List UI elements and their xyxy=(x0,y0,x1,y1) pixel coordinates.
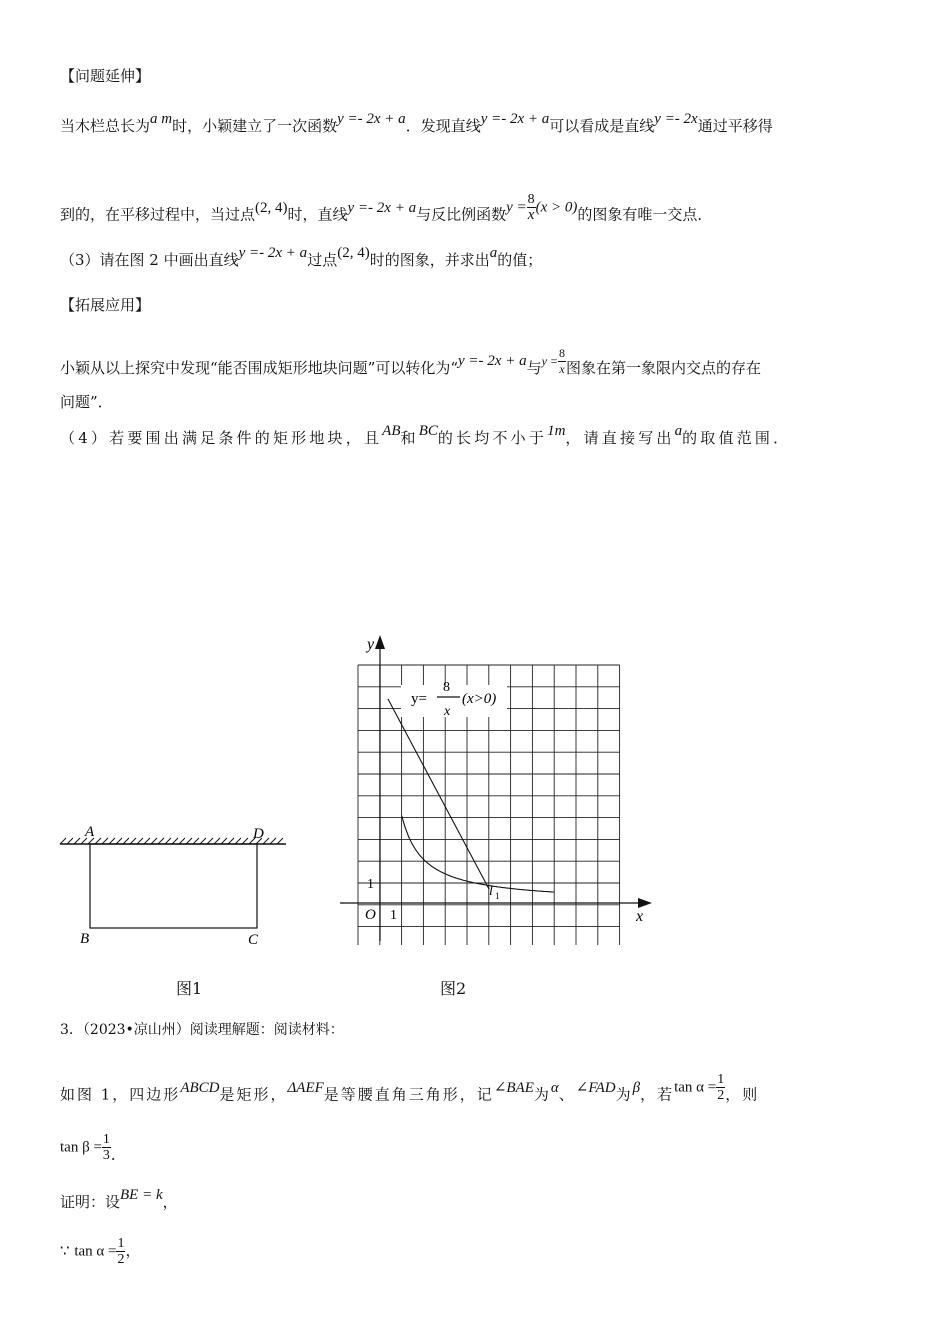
because-symbol: ∵ xyxy=(60,1241,70,1260)
math-be-k: BE = k xyxy=(120,1187,163,1203)
math-a: a xyxy=(674,423,683,439)
section-title-application: 【拓展应用】 xyxy=(60,296,151,314)
line-l1 xyxy=(388,699,489,889)
line-label-sub: 1 xyxy=(495,891,500,901)
text: ． xyxy=(110,1145,126,1164)
paragraph-2 xyxy=(60,192,713,231)
math-line-eq: y =- 2x + a xyxy=(238,245,308,261)
text: 过点 xyxy=(307,251,338,269)
text: 的长均不小于 xyxy=(437,429,548,447)
math-a: a xyxy=(489,245,498,261)
text: （4）若要围出满足条件的矩形地块，且 xyxy=(60,429,383,447)
math-inverse-func xyxy=(542,346,566,377)
fraction xyxy=(558,346,566,377)
text: 时的图象，并求出 xyxy=(369,251,490,269)
numerator: 8 xyxy=(527,192,535,207)
text: 的图象有唯一交点． xyxy=(577,205,713,224)
text: 、 xyxy=(558,1085,576,1104)
fraction xyxy=(716,1072,725,1103)
text: 与反比例函数 xyxy=(416,205,507,224)
denominator: 3 xyxy=(102,1148,110,1163)
text: 当木栏总长为 xyxy=(60,117,151,135)
fraction xyxy=(102,1132,111,1163)
math-bc: BC xyxy=(418,423,438,439)
text: ， xyxy=(125,1241,141,1260)
figure-1-caption: 图1 xyxy=(176,979,203,998)
text: 和 xyxy=(400,429,419,447)
paragraph-3-end: 问题”． xyxy=(60,393,113,411)
text: ， xyxy=(162,1193,178,1211)
problem-3-header: 3．（2023•凉山州）阅读理解题：阅读材料： xyxy=(60,1022,344,1038)
numerator: 1 xyxy=(117,1236,125,1251)
math-text: y = xyxy=(506,199,527,216)
proof-line-2 xyxy=(60,1236,141,1267)
x-axis-arrow xyxy=(638,898,652,908)
fraction xyxy=(527,192,536,223)
denominator: x xyxy=(527,207,535,223)
denominator: 2 xyxy=(717,1088,725,1103)
text: 与 xyxy=(526,359,542,377)
tick-x-1: 1 xyxy=(390,908,397,923)
math-text: tan α = xyxy=(674,1079,717,1096)
figure-2-caption: 图2 xyxy=(440,979,467,998)
math-alpha: α xyxy=(550,1079,559,1096)
denominator: x xyxy=(559,362,565,376)
paragraph-5 xyxy=(60,1132,126,1171)
math-inverse-func xyxy=(506,192,577,223)
math-line-eq: y =- 2x + a xyxy=(337,111,406,127)
label-b: B xyxy=(80,931,90,947)
text: （3）请在图 2 中画出直线 xyxy=(60,251,239,269)
text: 是矩形， xyxy=(219,1085,288,1104)
math-text: y = xyxy=(541,354,559,368)
line-label: l xyxy=(489,884,493,899)
text: 为 xyxy=(615,1085,633,1104)
label-a: A xyxy=(85,824,95,840)
tick-y-1: 1 xyxy=(367,877,374,892)
paragraph-3 xyxy=(60,346,762,385)
numerator: 1 xyxy=(102,1132,110,1147)
math-tan-alpha xyxy=(74,1236,125,1267)
text: ．发现直线 xyxy=(405,117,481,135)
math-1m: 1m xyxy=(547,423,566,439)
math-line-eq: y =- 2x + a xyxy=(458,353,527,369)
curve-label-right: (x>0) xyxy=(462,691,497,707)
section-title-extension: 【问题延伸】 xyxy=(60,67,151,85)
numerator: 8 xyxy=(559,346,566,360)
text: 时，直线 xyxy=(287,205,348,224)
math-point: (2, 4) xyxy=(255,199,288,216)
paragraph-1 xyxy=(60,111,773,137)
denominator: 2 xyxy=(117,1252,125,1267)
curve-label-num: 8 xyxy=(443,680,450,695)
inverse-curve xyxy=(402,816,555,892)
curve-label-den: x xyxy=(444,704,451,719)
text: 小颖从以上探究中发现“能否围成矩形地块问题”可以转化为“ xyxy=(60,359,459,377)
math-text: (x > 0) xyxy=(535,199,578,216)
text: 可以看成是直线 xyxy=(549,117,655,135)
text: 证明：设 xyxy=(60,1193,121,1211)
x-axis-label: x xyxy=(636,908,644,925)
numerator: 1 xyxy=(717,1072,725,1087)
math-a-m: a m xyxy=(150,111,173,127)
text: 图象在第一象限内交点的存在 xyxy=(566,359,762,377)
math-aef: ΔAEF xyxy=(287,1079,324,1096)
label-c: C xyxy=(248,932,259,948)
math-abcd: ABCD xyxy=(180,1079,220,1096)
figure-1-rectangle xyxy=(50,815,300,955)
rectangle-abcd xyxy=(90,844,257,928)
figure-2-graph xyxy=(330,625,660,945)
text: 的取值范围． xyxy=(682,429,792,447)
paragraph-4 xyxy=(60,1072,760,1111)
label-d: D xyxy=(253,826,264,842)
text: ，若 xyxy=(640,1085,675,1104)
math-line-eq: y =- 2x xyxy=(654,111,698,127)
text: 是等腰直角三角形，记 xyxy=(323,1085,494,1104)
text: ，则 xyxy=(725,1085,760,1104)
math-tan-alpha xyxy=(674,1072,725,1103)
question-3 xyxy=(60,245,543,271)
text: 为 xyxy=(533,1085,551,1104)
question-4 xyxy=(60,423,792,449)
proof-line-1 xyxy=(60,1187,178,1213)
text: 时，小颖建立了一次函数 xyxy=(172,117,338,135)
math-text: tan β = xyxy=(60,1139,102,1156)
origin-label: O xyxy=(365,907,376,923)
text: 的值； xyxy=(497,251,543,269)
math-beta: β xyxy=(632,1079,641,1096)
y-axis-label: y xyxy=(367,636,375,653)
math-point: (2, 4) xyxy=(337,245,370,261)
math-angle-bae: ∠BAE xyxy=(493,1079,534,1096)
math-angle-fad: ∠FAD xyxy=(575,1079,616,1096)
math-ab: AB xyxy=(382,423,401,439)
text: 通过平移得 xyxy=(697,117,773,135)
math-line-eq: y =- 2x + a xyxy=(347,199,417,216)
text: ，请直接写出 xyxy=(565,429,675,447)
text: 如图 1，四边形 xyxy=(60,1085,181,1104)
y-axis-arrow xyxy=(375,635,385,649)
math-text: tan α = xyxy=(74,1243,117,1260)
text: 到的，在平移过程中，当过点 xyxy=(60,205,256,224)
curve-label-left: y= xyxy=(411,691,427,707)
math-tan-beta xyxy=(60,1132,111,1163)
math-line-eq: y =- 2x + a xyxy=(480,111,550,127)
